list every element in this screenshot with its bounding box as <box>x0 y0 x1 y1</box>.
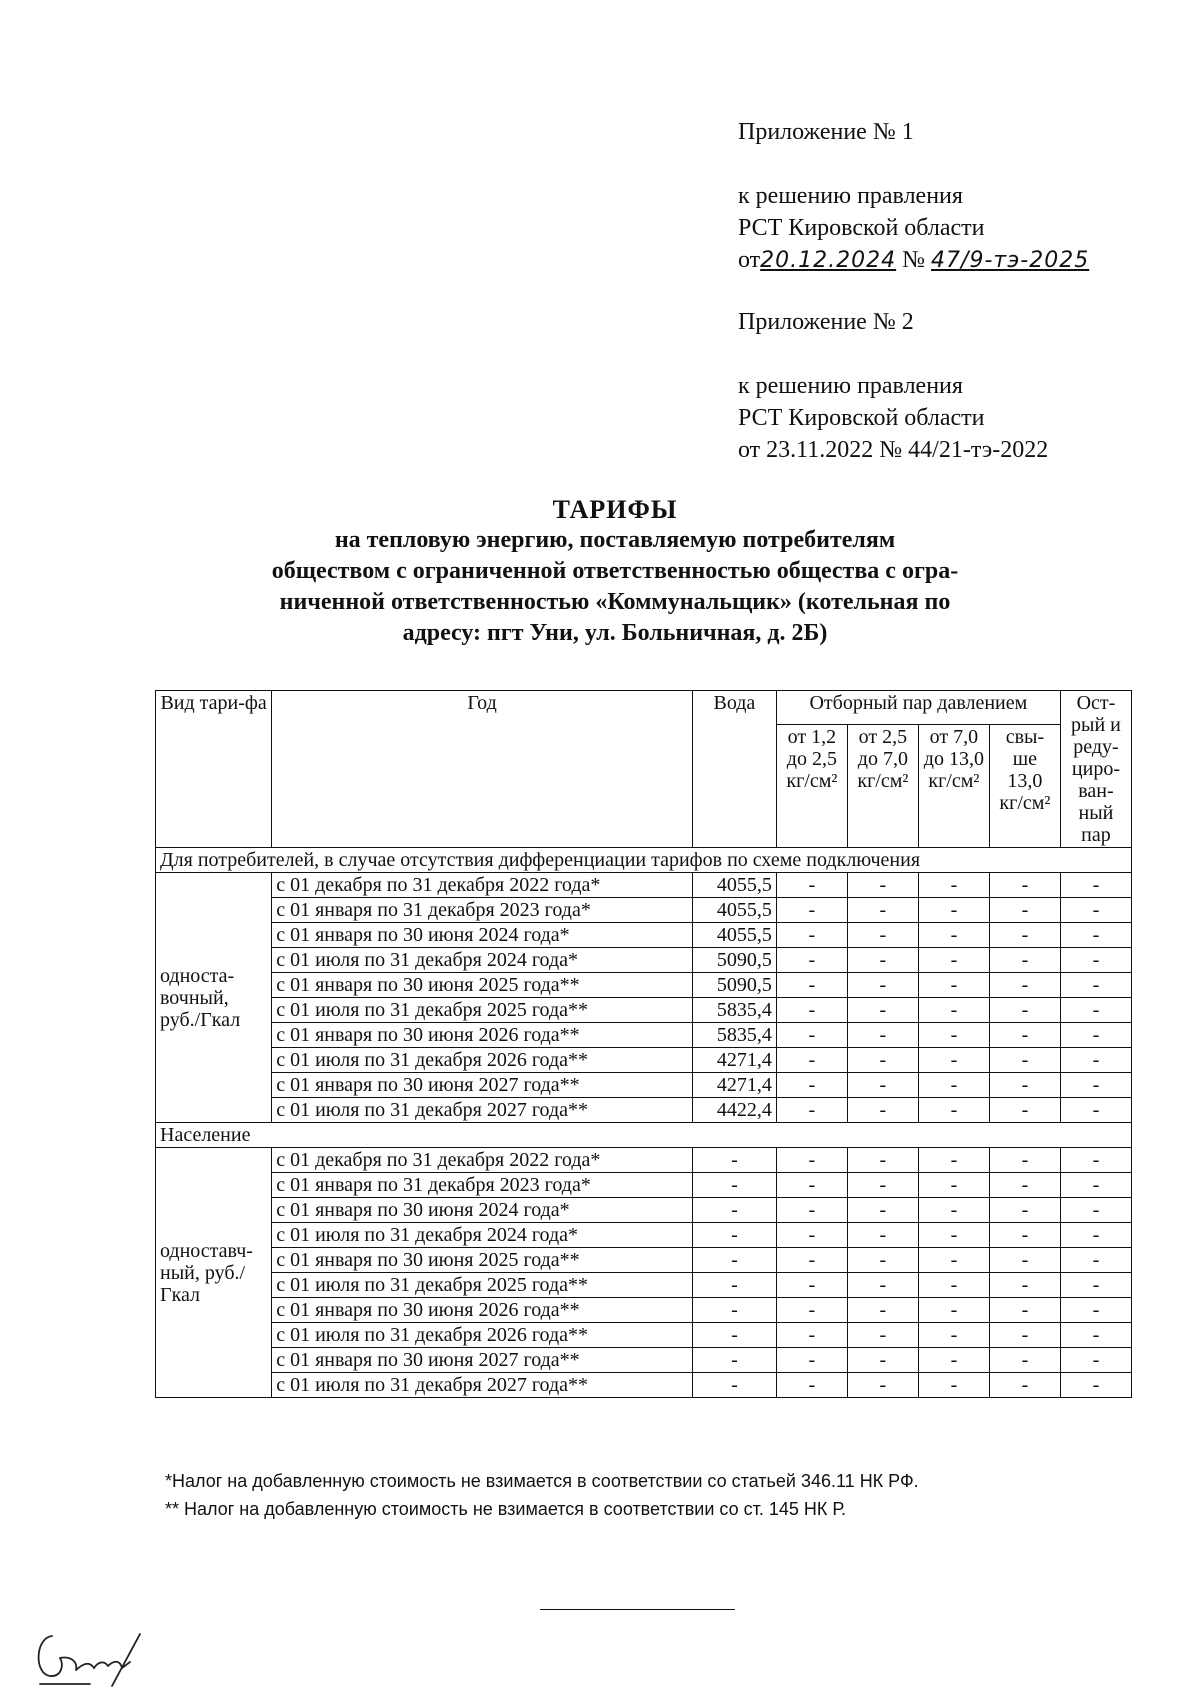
p3-cell: - <box>918 1298 989 1323</box>
p4-cell: - <box>989 1023 1060 1048</box>
voda-cell: 4055,5 <box>692 898 776 923</box>
ostry-cell: - <box>1060 1373 1131 1398</box>
ostry-cell: - <box>1060 1198 1131 1223</box>
p1-cell: - <box>776 1323 847 1348</box>
voda-cell: 5835,4 <box>692 998 776 1023</box>
p1-cell: - <box>776 1073 847 1098</box>
table-row <box>156 898 1132 923</box>
tariffs-table <box>155 690 1132 1398</box>
decision-1-line2: РСТ Кировской области <box>738 215 985 241</box>
ostry-cell: - <box>1060 1298 1131 1323</box>
p1-cell: - <box>776 1273 847 1298</box>
period-cell: с 01 января по 30 июня 2025 года** <box>272 1248 693 1273</box>
p3-cell: - <box>918 1198 989 1223</box>
p3-cell: - <box>918 1248 989 1273</box>
decision-2-line2: РСТ Кировской области <box>738 405 985 431</box>
p4-cell: - <box>989 873 1060 898</box>
table-row <box>156 1198 1132 1223</box>
table-row <box>156 1073 1132 1098</box>
period-cell: с 01 июля по 31 декабря 2027 года** <box>272 1373 693 1398</box>
period-cell: с 01 июля по 31 декабря 2024 года* <box>272 948 693 973</box>
period-cell: с 01 декабря по 31 декабря 2022 года* <box>272 1148 693 1173</box>
p2-cell: - <box>847 923 918 948</box>
ostry-cell: - <box>1060 923 1131 948</box>
section-row <box>156 1123 1132 1148</box>
title-line-4: адресу: пгт Уни, ул. Больничная, д. 2Б) <box>402 620 828 646</box>
p4-cell: - <box>989 1173 1060 1198</box>
decision-1-number-sign: № <box>902 247 926 273</box>
p4-cell: - <box>989 1373 1060 1398</box>
p3-cell: - <box>918 898 989 923</box>
period-cell: с 01 июля по 31 декабря 2027 года** <box>272 1098 693 1123</box>
decision-2-block <box>738 370 1048 466</box>
footnote-1: *Налог на добавленную стоимость не взимается в соответствии со статьей 346.11 НК РФ. <box>165 1471 919 1491</box>
p2-cell: - <box>847 1148 918 1173</box>
p3-cell: - <box>918 1273 989 1298</box>
p2-cell: - <box>847 1223 918 1248</box>
p2-cell: - <box>847 1373 918 1398</box>
tariff-type-cell: односта-вочный, руб./Гкал <box>156 873 272 1123</box>
p1-cell: - <box>776 1148 847 1173</box>
period-cell: с 01 января по 30 июня 2024 года* <box>272 1198 693 1223</box>
p4-cell: - <box>989 1273 1060 1298</box>
header-steam-group: Отборный пар давлением <box>776 691 1060 725</box>
voda-cell: - <box>692 1223 776 1248</box>
table-row <box>156 1023 1132 1048</box>
table-row <box>156 1298 1132 1323</box>
p1-cell: - <box>776 1098 847 1123</box>
period-cell: с 01 июля по 31 декабря 2025 года** <box>272 1273 693 1298</box>
voda-cell: 5835,4 <box>692 1023 776 1048</box>
p1-cell: - <box>776 998 847 1023</box>
p3-cell: - <box>918 998 989 1023</box>
table-row <box>156 1223 1132 1248</box>
ostry-cell: - <box>1060 873 1131 898</box>
p4-cell: - <box>989 923 1060 948</box>
p4-cell: - <box>989 998 1060 1023</box>
decision-1-line1: к решению правления <box>738 183 963 209</box>
p4-cell: - <box>989 1248 1060 1273</box>
p2-cell: - <box>847 1023 918 1048</box>
period-cell: с 01 декабря по 31 декабря 2022 года* <box>272 873 693 898</box>
p1-cell: - <box>776 1048 847 1073</box>
p3-cell: - <box>918 1223 989 1248</box>
document-title <box>150 494 1080 649</box>
p1-cell: - <box>776 1223 847 1248</box>
footnotes <box>165 1467 919 1523</box>
p2-cell: - <box>847 1173 918 1198</box>
title-line-1: на тепловую энергию, поставляемую потребителям <box>334 527 896 553</box>
table-row <box>156 948 1132 973</box>
period-cell: с 01 июля по 31 декабря 2026 года** <box>272 1048 693 1073</box>
p2-cell: - <box>847 1348 918 1373</box>
footnote-2: ** Налог на добавленную стоимость не взимается в соответствии со ст. 145 НК Р. <box>165 1499 847 1519</box>
p3-cell: - <box>918 1373 989 1398</box>
voda-cell: - <box>692 1198 776 1223</box>
p3-cell: - <box>918 948 989 973</box>
p2-cell: - <box>847 1098 918 1123</box>
voda-cell: 4422,4 <box>692 1098 776 1123</box>
period-cell: с 01 января по 30 июня 2025 года** <box>272 973 693 998</box>
header-p2: от 2,5 до 7,0 кг/см² <box>847 724 918 847</box>
p2-cell: - <box>847 898 918 923</box>
voda-cell: 4271,4 <box>692 1048 776 1073</box>
voda-cell: - <box>692 1373 776 1398</box>
decision-1-date: 20.12.2024 <box>760 248 897 273</box>
table-row <box>156 1248 1132 1273</box>
p3-cell: - <box>918 1048 989 1073</box>
p1-cell: - <box>776 1348 847 1373</box>
table-row <box>156 1348 1132 1373</box>
p1-cell: - <box>776 873 847 898</box>
p1-cell: - <box>776 1298 847 1323</box>
p4-cell: - <box>989 1073 1060 1098</box>
table-body <box>156 848 1132 1398</box>
p1-cell: - <box>776 1173 847 1198</box>
ostry-cell: - <box>1060 1173 1131 1198</box>
decision-1-block <box>738 180 1089 277</box>
ostry-cell: - <box>1060 1098 1131 1123</box>
p3-cell: - <box>918 1073 989 1098</box>
decision-1-number: 47/9-тэ-2025 <box>931 248 1090 273</box>
p2-cell: - <box>847 1323 918 1348</box>
table-row <box>156 1098 1132 1123</box>
p3-cell: - <box>918 1023 989 1048</box>
p2-cell: - <box>847 873 918 898</box>
table-row <box>156 973 1132 998</box>
period-cell: с 01 июля по 31 декабря 2026 года** <box>272 1323 693 1348</box>
p2-cell: - <box>847 998 918 1023</box>
p1-cell: - <box>776 1023 847 1048</box>
voda-cell: - <box>692 1148 776 1173</box>
p4-cell: - <box>989 1198 1060 1223</box>
table-row <box>156 1323 1132 1348</box>
period-cell: с 01 июля по 31 декабря 2024 года* <box>272 1223 693 1248</box>
signature-icon <box>30 1616 170 1691</box>
ostry-cell: - <box>1060 1048 1131 1073</box>
ostry-cell: - <box>1060 998 1131 1023</box>
header-p1: от 1,2 до 2,5 кг/см² <box>776 724 847 847</box>
tariff-type-cell: одноставч-ный, руб./Гкал <box>156 1148 272 1398</box>
p2-cell: - <box>847 1048 918 1073</box>
voda-cell: - <box>692 1323 776 1348</box>
period-cell: с 01 июля по 31 декабря 2025 года** <box>272 998 693 1023</box>
voda-cell: - <box>692 1298 776 1323</box>
header-voda: Вода <box>692 691 776 848</box>
voda-cell: - <box>692 1173 776 1198</box>
table-row <box>156 923 1132 948</box>
p3-cell: - <box>918 873 989 898</box>
p3-cell: - <box>918 1098 989 1123</box>
ostry-cell: - <box>1060 1348 1131 1373</box>
p3-cell: - <box>918 1173 989 1198</box>
table-header-row <box>156 691 1132 725</box>
ostry-cell: - <box>1060 973 1131 998</box>
section-label: Для потребителей, в случае отсутствия дифференциации тарифов по схеме подключения <box>156 848 1132 873</box>
p2-cell: - <box>847 1248 918 1273</box>
period-cell: с 01 января по 31 декабря 2023 года* <box>272 898 693 923</box>
p2-cell: - <box>847 1273 918 1298</box>
header-p3: от 7,0 до 13,0 кг/см² <box>918 724 989 847</box>
section-label: Население <box>156 1123 1132 1148</box>
ostry-cell: - <box>1060 1073 1131 1098</box>
table-row <box>156 1173 1132 1198</box>
p1-cell: - <box>776 1373 847 1398</box>
p4-cell: - <box>989 1098 1060 1123</box>
p4-cell: - <box>989 1223 1060 1248</box>
p4-cell: - <box>989 1048 1060 1073</box>
ostry-cell: - <box>1060 1223 1131 1248</box>
p4-cell: - <box>989 1323 1060 1348</box>
voda-cell: 5090,5 <box>692 973 776 998</box>
p4-cell: - <box>989 973 1060 998</box>
ostry-cell: - <box>1060 1323 1131 1348</box>
p1-cell: - <box>776 923 847 948</box>
ostry-cell: - <box>1060 1273 1131 1298</box>
p3-cell: - <box>918 1323 989 1348</box>
p1-cell: - <box>776 948 847 973</box>
ostry-cell: - <box>1060 948 1131 973</box>
p3-cell: - <box>918 973 989 998</box>
section-row <box>156 848 1132 873</box>
voda-cell: - <box>692 1348 776 1373</box>
p2-cell: - <box>847 1198 918 1223</box>
voda-cell: 4055,5 <box>692 923 776 948</box>
p2-cell: - <box>847 973 918 998</box>
title-main: ТАРИФЫ <box>552 495 678 524</box>
period-cell: с 01 января по 30 июня 2027 года** <box>272 1348 693 1373</box>
ostry-cell: - <box>1060 1148 1131 1173</box>
period-cell: с 01 января по 30 июня 2026 года** <box>272 1298 693 1323</box>
header-vid: Вид тари-фа <box>156 691 272 848</box>
decision-1-line3 <box>738 244 1089 277</box>
voda-cell: - <box>692 1273 776 1298</box>
p2-cell: - <box>847 1298 918 1323</box>
header-ostry: Ост-рый и реду-циро-ван-ный пар <box>1060 691 1131 848</box>
p2-cell: - <box>847 1073 918 1098</box>
table-row <box>156 1373 1132 1398</box>
voda-cell: 4271,4 <box>692 1073 776 1098</box>
table-row <box>156 1273 1132 1298</box>
p2-cell: - <box>847 948 918 973</box>
period-cell: с 01 января по 30 июня 2024 года* <box>272 923 693 948</box>
decision-1-prefix: от <box>738 247 761 273</box>
p4-cell: - <box>989 948 1060 973</box>
p3-cell: - <box>918 1148 989 1173</box>
p4-cell: - <box>989 1148 1060 1173</box>
bottom-divider <box>540 1609 735 1610</box>
appendix-2-label: Приложение № 2 <box>738 309 914 335</box>
appendix-1-label: Приложение № 1 <box>738 119 914 145</box>
period-cell: с 01 января по 30 июня 2026 года** <box>272 1023 693 1048</box>
table-row <box>156 873 1132 898</box>
title-line-3: ниченной ответственностью «Коммунальщик» (котельная по <box>279 589 951 615</box>
p4-cell: - <box>989 1348 1060 1373</box>
header-p4: свы-ше 13,0 кг/см² <box>989 724 1060 847</box>
title-line-2: обществом с ограниченной ответственностью общества с огра- <box>271 558 959 584</box>
ostry-cell: - <box>1060 1248 1131 1273</box>
ostry-cell: - <box>1060 1023 1131 1048</box>
p4-cell: - <box>989 1298 1060 1323</box>
voda-cell: 5090,5 <box>692 948 776 973</box>
period-cell: с 01 января по 31 декабря 2023 года* <box>272 1173 693 1198</box>
p1-cell: - <box>776 1198 847 1223</box>
table-row <box>156 998 1132 1023</box>
p3-cell: - <box>918 923 989 948</box>
p1-cell: - <box>776 898 847 923</box>
header-god: Год <box>272 691 693 848</box>
p4-cell: - <box>989 898 1060 923</box>
table-row <box>156 1148 1132 1173</box>
p3-cell: - <box>918 1348 989 1373</box>
p1-cell: - <box>776 973 847 998</box>
voda-cell: 4055,5 <box>692 873 776 898</box>
voda-cell: - <box>692 1248 776 1273</box>
decision-2-line1: к решению правления <box>738 373 963 399</box>
p1-cell: - <box>776 1248 847 1273</box>
period-cell: с 01 января по 30 июня 2027 года** <box>272 1073 693 1098</box>
ostry-cell: - <box>1060 898 1131 923</box>
decision-2-line3: от 23.11.2022 № 44/21-тэ-2022 <box>738 437 1049 463</box>
table-row <box>156 1048 1132 1073</box>
